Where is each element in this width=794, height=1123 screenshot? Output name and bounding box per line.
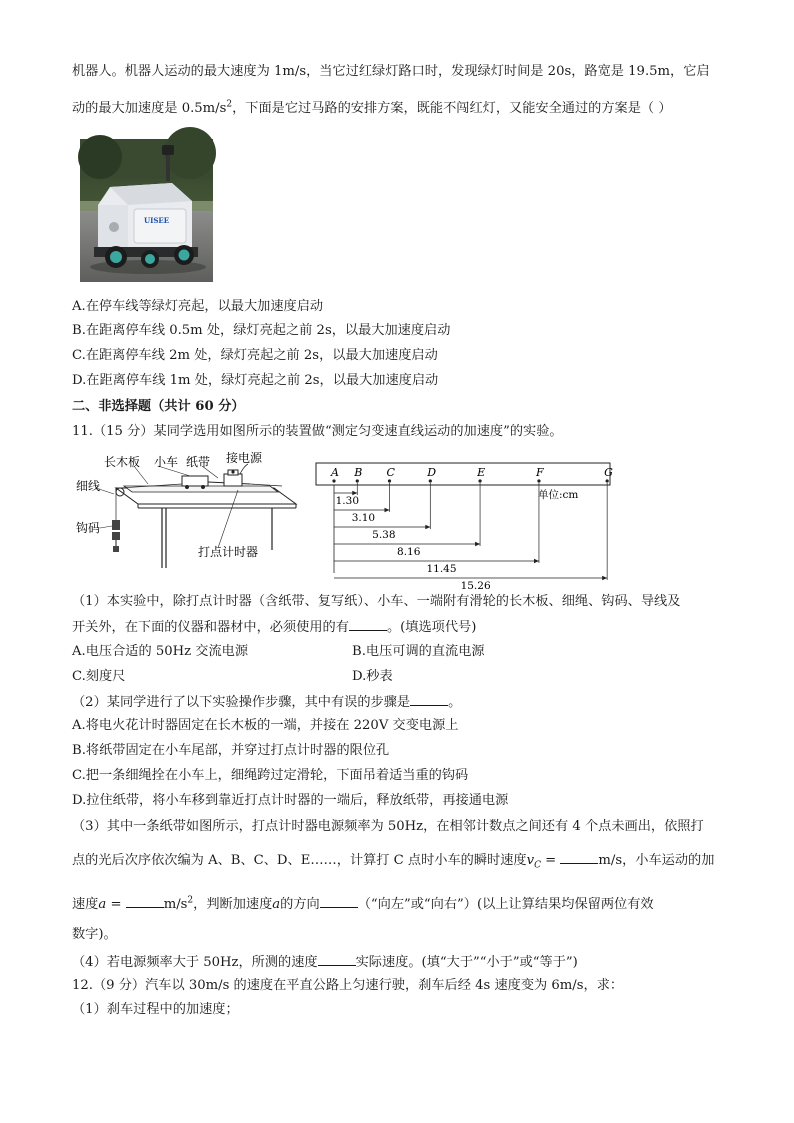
q11-p3-line4 xyxy=(72,926,117,944)
apparatus-label-board: 长木板 xyxy=(104,455,141,469)
q11-p1-line2 xyxy=(72,617,476,637)
q11-p2-option-c-text: C.把一条细绳拴在小车上，细绳跨过定滑轮，下面吊着适当重的钩码 xyxy=(72,768,469,783)
tape-dim-arrow-3 xyxy=(425,525,430,529)
tape-point-label-b: B xyxy=(354,466,363,479)
apparatus-label-timer: 打点计时器 xyxy=(198,545,259,559)
tape-dim-arrow-2 xyxy=(384,508,389,512)
q12-stem-text: 12.（9 分）汽车以 30m/s 的速度在平直公路上匀速行驶，刹车后经 4s 速度变为 6m/s，求： xyxy=(72,978,624,993)
intro-line-2-sup: 2 xyxy=(226,99,233,110)
q11-p1-option-b xyxy=(352,643,485,661)
intro-line-2-pre: 动的最大加速度是 0.5m/s xyxy=(72,101,227,116)
q11-p2-post: 。 xyxy=(448,695,462,710)
q11-p1-option-a xyxy=(72,643,248,661)
q11-p1-answer-blank[interactable] xyxy=(349,617,387,631)
q11-p3-var-v: v xyxy=(526,853,535,868)
q11-p3-direction-blank[interactable] xyxy=(320,894,358,908)
q11-p4-pre: （4）若电源频率大于 50Hz，所测的速度 xyxy=(72,955,318,970)
q11-p2-option-d-text: D.拉住纸带，将小车移到靠近打点计时器的一端后，释放纸带，再接通电源 xyxy=(72,793,509,808)
tape-point-label-f: F xyxy=(535,466,544,479)
q11-p1-line1-text: （1）本实验中，除打点计时器（含纸带、复写纸）、小车、一端附有滑轮的长木板、细绳、钩码、导线及 xyxy=(72,594,681,609)
intro-line-1-text: 机器人。机器人运动的最大速度为 1m/s，当它过红绿灯路口时，发现绿灯时间是 20s，路宽是 19.5m，它启 xyxy=(72,64,710,79)
q11-stem xyxy=(72,423,563,441)
q11-p4-line xyxy=(72,952,578,972)
tape-figure xyxy=(314,461,614,592)
tape-dot-a xyxy=(332,479,335,482)
q11-p3-line3 xyxy=(72,894,654,914)
q10-option-c xyxy=(72,347,438,365)
robot-photo-illustration xyxy=(80,139,213,282)
tape-point-label-d: D xyxy=(427,466,437,479)
q10-option-c-text: C.在距离停车线 2m 处，绿灯亮起之前 2s，以最大加速度启动 xyxy=(72,348,438,363)
q11-p2-pre: （2）某同学进行了以下实验操作步骤，其中有误的步骤是 xyxy=(72,695,411,710)
q11-stem-text: 11.（15 分）某同学选用如图所示的装置做“测定匀变速直线运动的加速度”的实验。 xyxy=(72,424,563,439)
q11-p3-accel-blank[interactable] xyxy=(126,894,164,908)
tape-point-label-c: C xyxy=(386,466,395,479)
q11-p3-line3-mid2: 的方向 xyxy=(280,897,320,912)
q11-p4-post: 实际速度。(填“大于”“小于”或“等于”) xyxy=(355,955,578,970)
intro-line-1 xyxy=(72,63,710,81)
tape-dim-value-5: 11.45 xyxy=(426,563,457,575)
q11-p3-line2-post: m/s，小车运动的加 xyxy=(598,853,715,868)
tape-dim-arrow-5 xyxy=(534,559,539,563)
tape-dim-value-1: 1.30 xyxy=(335,495,360,507)
q11-p3-unit-sup: 2 xyxy=(187,895,194,906)
q11-p3-eq2: = xyxy=(106,897,126,912)
tape-point-label-e: E xyxy=(477,466,486,479)
q11-p3-line1-text: （3）其中一条纸带如图所示，打点计时器电源频率为 50Hz，在相邻计数点之间还有 4 个点未画出，依照打 xyxy=(72,819,704,834)
tape-dim-arrow-4 xyxy=(475,542,480,546)
q11-p1-option-b-text: B.电压可调的直流电源 xyxy=(352,644,485,659)
q10-option-d-text: D.在距离停车线 1m 处，绿灯亮起之前 2s，以最大加速度启动 xyxy=(72,373,439,388)
section-2-title-text: 二、非选择题（共计 60 分） xyxy=(72,399,245,414)
apparatus-diagram xyxy=(74,452,306,568)
q11-p3-var-a: a xyxy=(98,897,107,912)
q11-p3-vc-blank[interactable] xyxy=(560,850,598,864)
q10-option-b xyxy=(72,322,450,340)
q11-p3-line3-mid: ，判断加速度 xyxy=(193,897,273,912)
tape-point-label-g: G xyxy=(604,466,613,479)
q11-p3-line2-pre: 点的光后次序依次编为 A、B、C、D、E……，计算打 C 点时小车的瞬时速度 xyxy=(72,853,527,868)
tape-diagram xyxy=(314,461,614,592)
q11-p2-option-c xyxy=(72,767,468,785)
q11-p2-option-b-text: B.将纸带固定在小车尾部，并穿过打点计时器的限位孔 xyxy=(72,743,390,758)
q11-p1-line2-post: 。(填选项代号) xyxy=(386,620,477,635)
q11-p2-option-d xyxy=(72,792,508,810)
q11-p1-option-c-text: C.刻度尺 xyxy=(72,669,126,684)
q11-p2-line xyxy=(72,692,461,712)
tape-dot-e xyxy=(478,479,481,482)
tape-dot-b xyxy=(356,479,359,482)
apparatus-label-power: 接电源 xyxy=(226,451,263,465)
q12-p1 xyxy=(72,1001,239,1019)
tape-dim-value-3: 5.38 xyxy=(372,529,396,541)
apparatus-label-string: 细线 xyxy=(76,479,101,493)
tape-dot-c xyxy=(388,479,391,482)
q11-p3-unit: m/s xyxy=(163,897,188,912)
q10-option-d xyxy=(72,372,438,390)
tape-point-label-a: A xyxy=(331,466,339,479)
tape-dim-arrow-6 xyxy=(602,576,607,580)
tape-dot-g xyxy=(606,479,609,482)
tape-dim-value-4: 8.16 xyxy=(397,546,421,558)
q11-p3-eq1: = xyxy=(540,853,561,868)
tape-dot-d xyxy=(429,479,432,482)
robot-photo xyxy=(80,139,213,282)
q11-p3-line3-pre: 速度 xyxy=(72,897,99,912)
q10-option-b-text: B.在距离停车线 0.5m 处，绿灯亮起之前 2s，以最大加速度启动 xyxy=(72,323,451,338)
q10-option-a xyxy=(72,298,323,316)
q11-p4-answer-blank[interactable] xyxy=(318,952,356,966)
q11-p3-line2 xyxy=(72,850,714,875)
q11-p3-line3-post: （“向左”或“向右”）(以上让算结果均保留两位有效 xyxy=(357,897,654,912)
q12-stem xyxy=(72,977,623,995)
q11-p3-line1 xyxy=(72,818,704,836)
q11-p2-option-b xyxy=(72,742,389,760)
q11-p1-option-d xyxy=(352,668,393,686)
tape-dim-value-6: 15.26 xyxy=(460,580,491,592)
q12-p1-text: （1）刹车过程中的加速度； xyxy=(72,1002,239,1017)
q11-p2-option-a-text: A.将电火花计时器固定在长木板的一端，并接在 220V 交变电源上 xyxy=(72,718,459,733)
q11-p2-answer-blank[interactable] xyxy=(410,692,448,706)
q10-option-a-text: A.在停车线等绿灯亮起，以最大加速度启动 xyxy=(72,299,324,314)
tape-dot-f xyxy=(537,479,540,482)
apparatus-label-cart: 小车 xyxy=(154,455,179,469)
q11-p2-option-a xyxy=(72,717,458,735)
q11-p3-var-a2: a xyxy=(272,897,281,912)
apparatus-label-tape: 纸带 xyxy=(186,455,211,469)
q11-p1-option-a-text: A.电压合适的 50Hz 交流电源 xyxy=(72,644,249,659)
q11-p1-line1 xyxy=(72,593,680,611)
q11-p3-var-v-sub: C xyxy=(534,860,541,871)
robot-logo: UISEE xyxy=(144,216,170,225)
tape-dim-value-2: 3.10 xyxy=(351,512,376,524)
q11-p3-line4-text: 数字)。 xyxy=(72,927,117,942)
apparatus-label-weight: 钩码 xyxy=(76,521,101,535)
section-2-title xyxy=(72,398,245,416)
tape-unit: 单位:cm xyxy=(538,489,579,501)
intro-line-2-post: ，下面是它过马路的安排方案，既能不闯红灯，又能安全通过的方案是（ ） xyxy=(232,101,672,116)
intro-line-2 xyxy=(72,100,672,118)
q11-p1-option-c xyxy=(72,668,125,686)
q11-p1-line2-pre: 开关外，在下面的仪器和器材中，必须使用的有 xyxy=(72,620,349,635)
apparatus-figure xyxy=(74,452,306,568)
q11-p1-option-d-text: D.秒表 xyxy=(352,669,393,684)
